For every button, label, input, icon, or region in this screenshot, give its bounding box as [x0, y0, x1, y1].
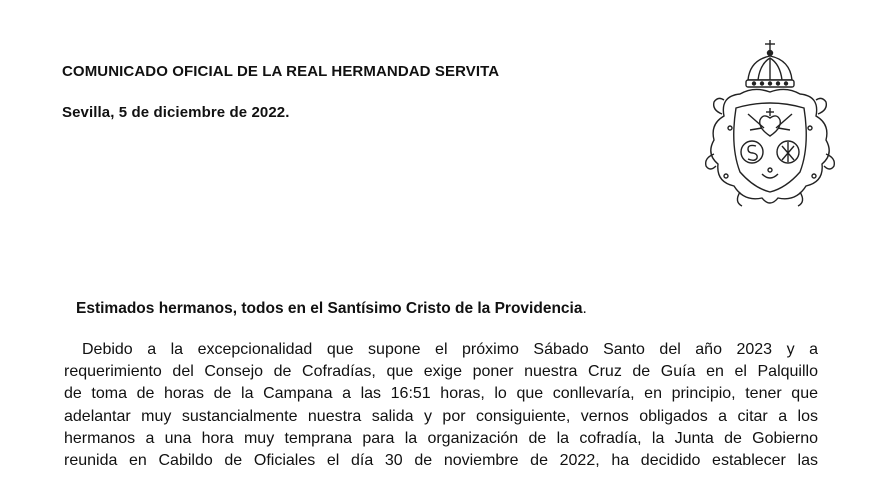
- body-line: requerimiento del Consejo de Cofradías, que exige poner nuestra Cruz de Guía en el Palquillo: [64, 363, 818, 381]
- document-date: Sevilla, 5 de diciembre de 2022.: [62, 104, 290, 121]
- body-line: adelantar muy sustancialmente nuestra salida y por consiguiente, vernos obligados a citar a los: [64, 407, 818, 425]
- greeting-text: Estimados hermanos, todos en el Santísimo Cristo de la Providencia: [76, 300, 583, 317]
- body-line: reunida en Cabildo de Oficiales el día 30 de noviembre de 2022, ha decidido establecer las: [64, 451, 818, 469]
- servite-brotherhood-crest-icon: [700, 36, 840, 216]
- body-line: hermanos a una hora muy temprana para la organización de la cofradía, la Junta de Gobierno: [64, 429, 818, 447]
- body-line: Debido a la excepcionalidad que supone el próximo Sábado Santo del año 2023 y a: [82, 341, 818, 358]
- body-line: de toma de horas de la Campana a las 16:51 horas, lo que conllevaría, en principio, tener que: [64, 385, 818, 403]
- document-title: COMUNICADO OFICIAL DE LA REAL HERMANDAD SERVITA: [62, 63, 500, 80]
- greeting: [76, 300, 587, 318]
- greeting-period: .: [582, 300, 587, 317]
- body-paragraph: [64, 339, 818, 472]
